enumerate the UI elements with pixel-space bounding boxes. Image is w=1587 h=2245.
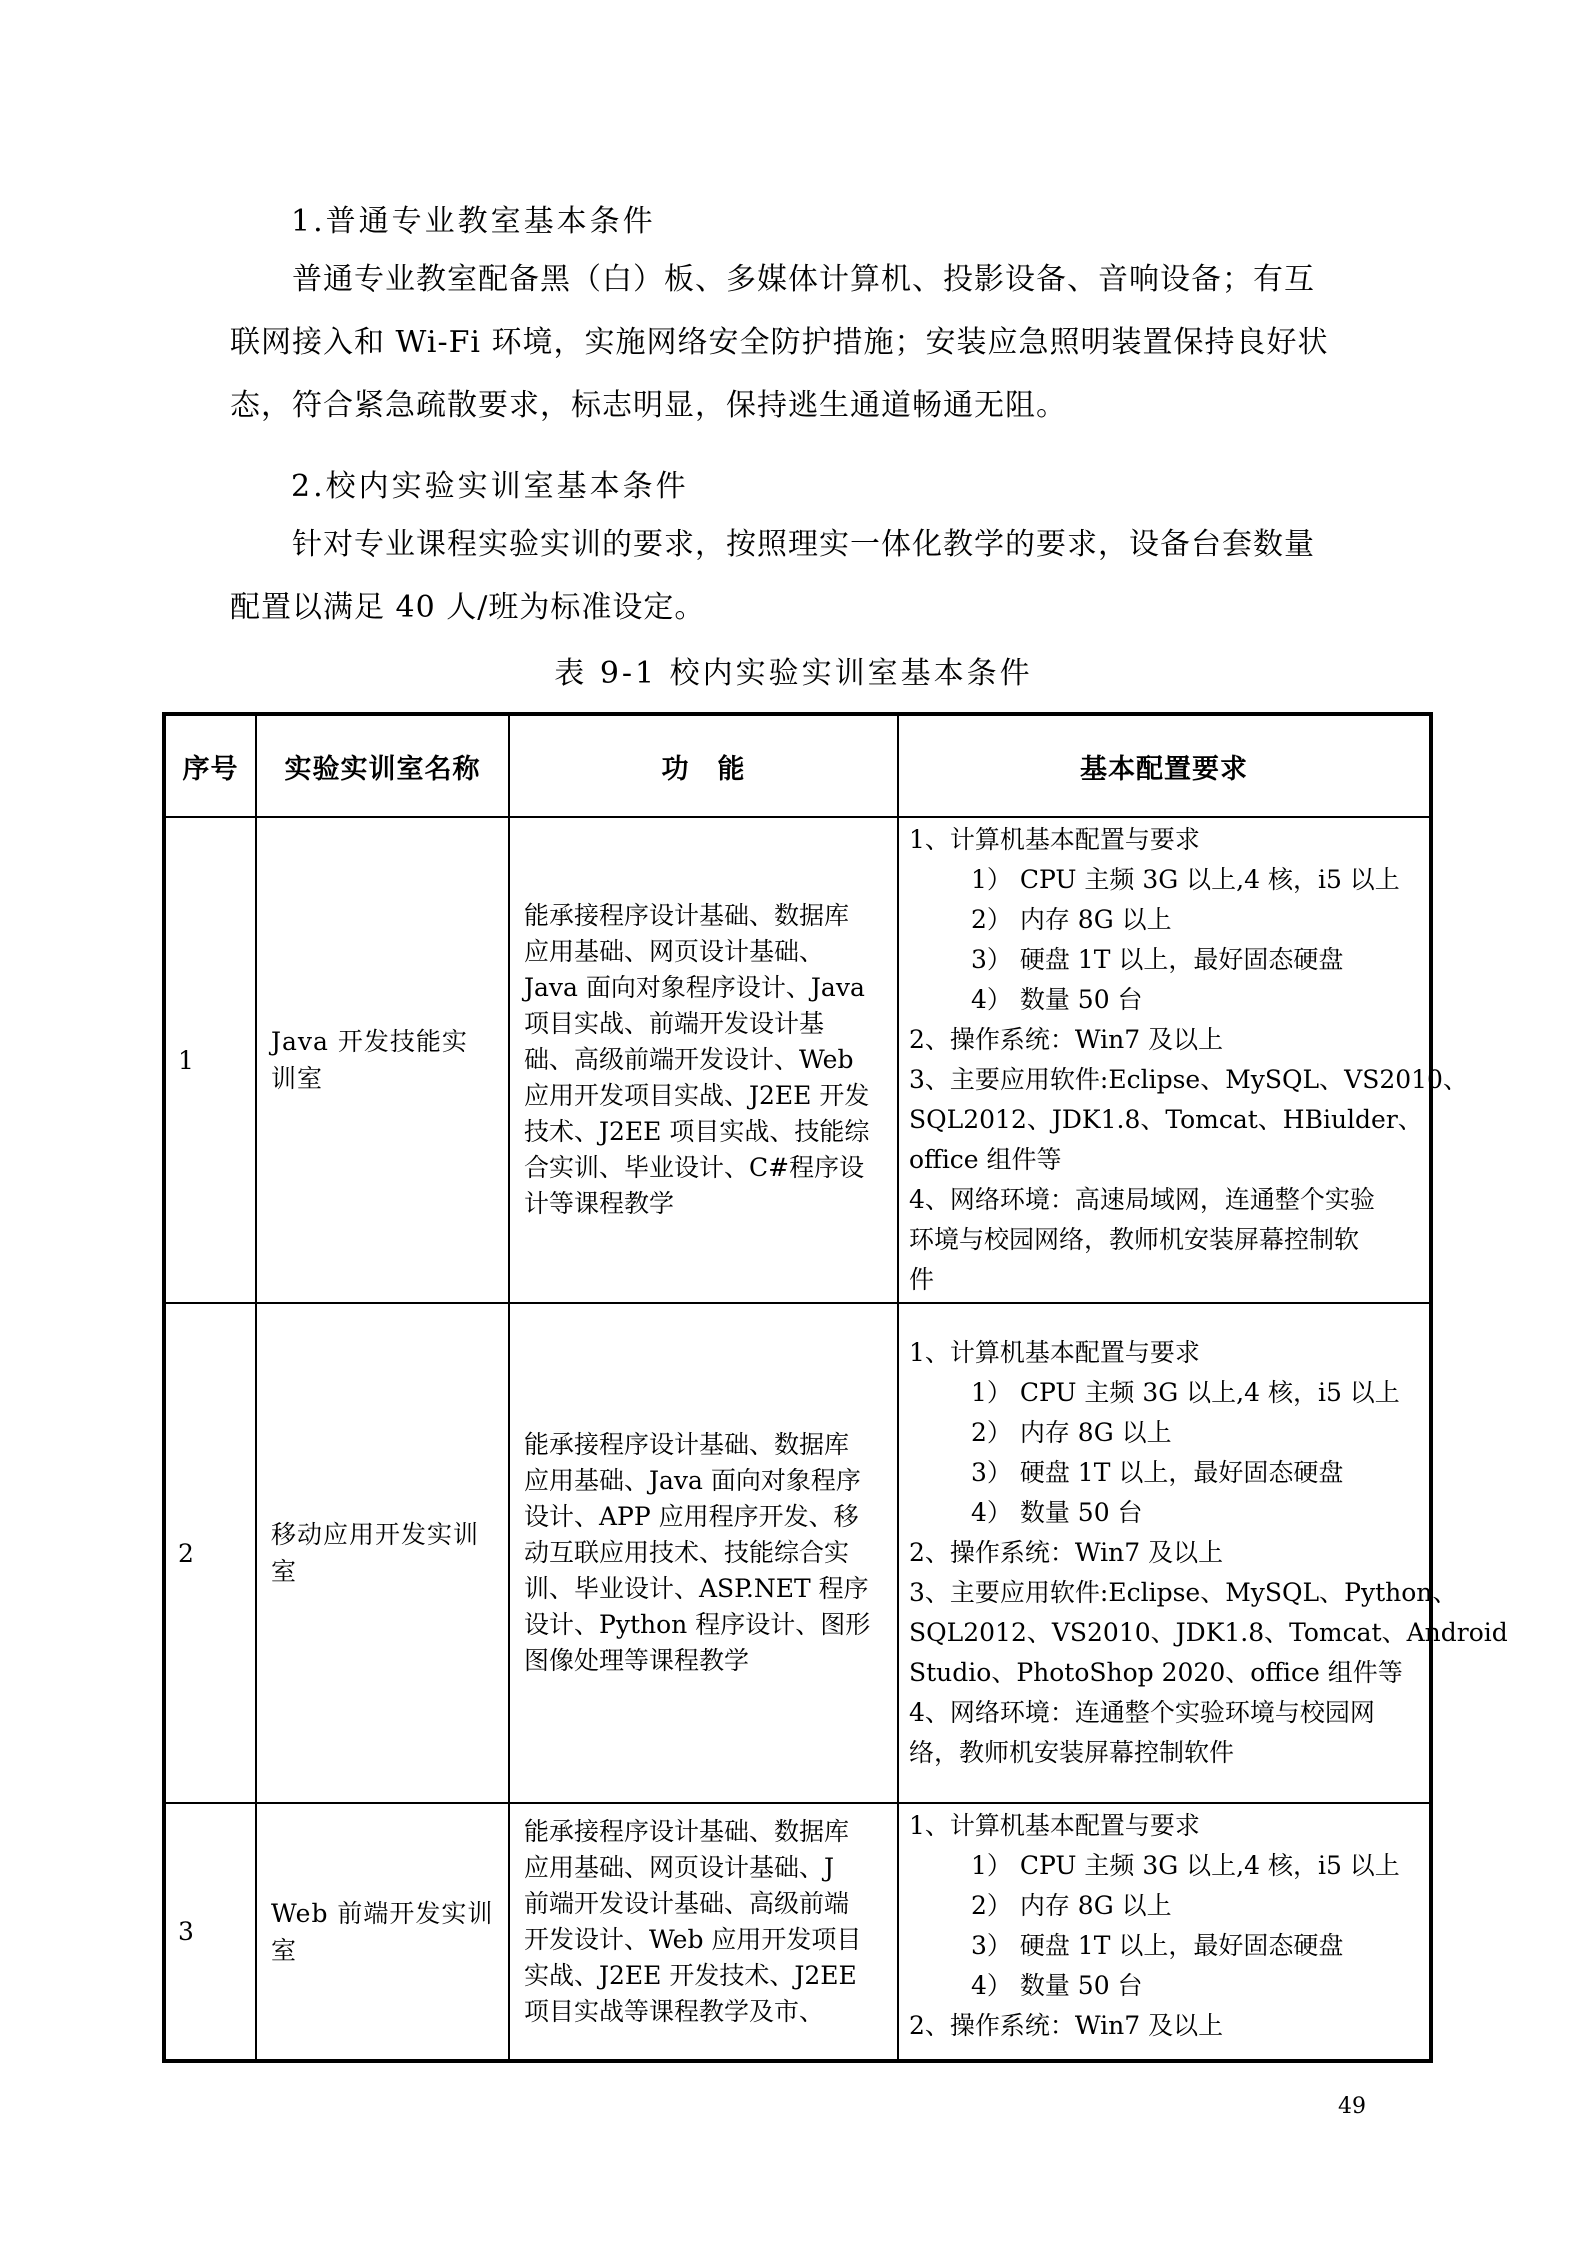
lab-name-line: 室 [271, 1935, 298, 1965]
function-line: 训、毕业设计、ASP.NET 程序 [524, 1574, 869, 1603]
cell-seq: 3 [164, 1803, 256, 2061]
table-caption: 表 9-1 校内实验实训室基本条件 [554, 656, 1033, 691]
config-line: 2、操作系统：Win7 及以上 [909, 1025, 1224, 1054]
table-header-row [164, 714, 1431, 817]
function-line: 项目实战等课程教学及市、 [524, 1997, 825, 2026]
function-line: 计等课程教学 [524, 1189, 675, 1218]
function-line: 合实训、毕业设计、C#程序设 [524, 1153, 865, 1182]
config-line: 1、计算机基本配置与要求 [909, 825, 1200, 854]
config-line: 2） 内存 8G 以上 [971, 1891, 1172, 1920]
paragraph-line: 配置以满足 40 人/班为标准设定。 [230, 590, 706, 625]
function-line: 开发设计、Web 应用开发项目 [524, 1925, 862, 1954]
function-line: 动互联应用技术、技能综合实 [524, 1538, 850, 1567]
config-line: office 组件等 [909, 1145, 1062, 1174]
function-line: 应用基础、网页设计基础、 [524, 937, 825, 966]
config-line: 1） CPU 主频 3G 以上,4 核，i5 以上 [971, 1378, 1400, 1407]
config-line: 2、操作系统：Win7 及以上 [909, 2011, 1224, 2040]
cell-seq: 1 [164, 817, 256, 1303]
header-config: 基本配置要求 [898, 714, 1431, 817]
config-line: SQL2012、VS2010、JDK1.8、Tomcat、Android [909, 1618, 1508, 1647]
config-line: SQL2012、JDK1.8、Tomcat、HBiulder、 [909, 1105, 1423, 1134]
config-line: Studio、PhotoShop 2020、office 组件等 [909, 1658, 1403, 1687]
header-lab-name: 实验实训室名称 [256, 714, 509, 817]
cell-config [898, 1803, 1431, 2061]
config-line: 件 [909, 1265, 935, 1294]
cell-config [898, 817, 1468, 1303]
cell-config [898, 1303, 1508, 1803]
function-line: 应用基础、Java 面向对象程序 [524, 1466, 861, 1495]
config-line: 4） 数量 50 台 [971, 985, 1143, 1014]
function-line: 能承接程序设计基础、数据库 [524, 1430, 850, 1459]
config-line: 2） 内存 8G 以上 [971, 905, 1172, 934]
function-line: 应用基础、网页设计基础、J [524, 1853, 835, 1882]
cell-lab-name [256, 817, 509, 1303]
config-line: 环境与校园网络，教师机安装屏幕控制软 [909, 1225, 1360, 1254]
function-line: 能承接程序设计基础、数据库 [524, 1817, 850, 1846]
section-2-paragraph [230, 513, 1354, 639]
paragraph-line: 针对专业课程实验实训的要求，按照理实一体化教学的要求，设备台套数量 [292, 527, 1315, 562]
cell-lab-name [256, 1303, 509, 1803]
function-line: 前端开发设计基础、高级前端 [524, 1889, 850, 1918]
paragraph-line: 态，符合紧急疏散要求，标志明显，保持逃生通道畅通无阻。 [230, 388, 1067, 423]
config-line: 1、计算机基本配置与要求 [909, 1811, 1200, 1840]
paragraph-line: 普通专业教室配备黑（白）板、多媒体计算机、投影设备、音响设备；有互 [292, 262, 1315, 297]
cell-seq: 2 [164, 1303, 256, 1803]
function-line: 应用开发项目实战、J2EE 开发 [524, 1081, 870, 1110]
function-line: 能承接程序设计基础、数据库 [524, 901, 850, 930]
function-line: 图像处理等课程教学 [524, 1646, 750, 1675]
config-line: 3） 硬盘 1T 以上，最好固态硬盘 [971, 1931, 1344, 1960]
table-row [164, 817, 1431, 1303]
cell-function [509, 1803, 898, 2061]
config-line: 3、主要应用软件:Eclipse、MySQL、Python、 [909, 1578, 1458, 1607]
config-line: 3、主要应用软件:Eclipse、MySQL、VS2010、 [909, 1065, 1468, 1094]
config-line: 4、网络环境：高速局域网，连通整个实验 [909, 1185, 1375, 1214]
function-line: Java 面向对象程序设计、Java [524, 973, 865, 1002]
config-line: 2） 内存 8G 以上 [971, 1418, 1172, 1447]
cell-lab-name [256, 1803, 509, 2061]
function-line: 础、高级前端开发设计、Web [524, 1045, 854, 1074]
config-line: 4、网络环境：连通整个实验环境与校园网 [909, 1698, 1375, 1727]
function-line: 技术、J2EE 项目实战、技能综 [524, 1117, 870, 1146]
function-line: 项目实战、前端开发设计基 [524, 1009, 825, 1038]
table-row [164, 1303, 1431, 1803]
header-seq: 序号 [164, 714, 256, 817]
page-number: 49 [1338, 2094, 1366, 2119]
lab-name-line: Web 前端开发实训 [271, 1898, 494, 1928]
function-line: 设计、Python 程序设计、图形 [524, 1610, 871, 1639]
config-line: 1、计算机基本配置与要求 [909, 1338, 1200, 1367]
cell-function [509, 1303, 898, 1803]
function-line: 设计、APP 应用程序开发、移 [524, 1502, 859, 1531]
config-line: 1） CPU 主频 3G 以上,4 核，i5 以上 [971, 865, 1400, 894]
config-line: 4） 数量 50 台 [971, 1971, 1143, 2000]
lab-name-line: 移动应用开发实训 [271, 1520, 480, 1549]
section-2-heading: 2.校内实验实训室基本条件 [291, 469, 689, 504]
section-1-heading: 1.普通专业教室基本条件 [291, 204, 656, 239]
config-line: 2、操作系统：Win7 及以上 [909, 1538, 1224, 1567]
paragraph-line: 联网接入和 Wi-Fi 环境，实施网络安全防护措施；安装应急照明装置保持良好状 [230, 325, 1329, 360]
config-line: 3） 硬盘 1T 以上，最好固态硬盘 [971, 945, 1344, 974]
section-1-paragraph [230, 248, 1354, 437]
config-line: 4） 数量 50 台 [971, 1498, 1143, 1527]
table-row [164, 1803, 1431, 2061]
lab-name-line: Java 开发技能实 [271, 1027, 468, 1056]
config-line: 1） CPU 主频 3G 以上,4 核，i5 以上 [971, 1851, 1400, 1880]
header-function: 功 能 [509, 714, 898, 817]
config-line: 3） 硬盘 1T 以上，最好固态硬盘 [971, 1458, 1344, 1487]
cell-function [509, 817, 898, 1303]
config-line: 络，教师机安装屏幕控制软件 [909, 1738, 1235, 1767]
lab-name-line: 训室 [271, 1064, 324, 1093]
lab-conditions-table [162, 712, 1508, 2063]
function-line: 实战、J2EE 开发技术、J2EE [524, 1961, 857, 1990]
lab-name-line: 室 [271, 1557, 298, 1586]
